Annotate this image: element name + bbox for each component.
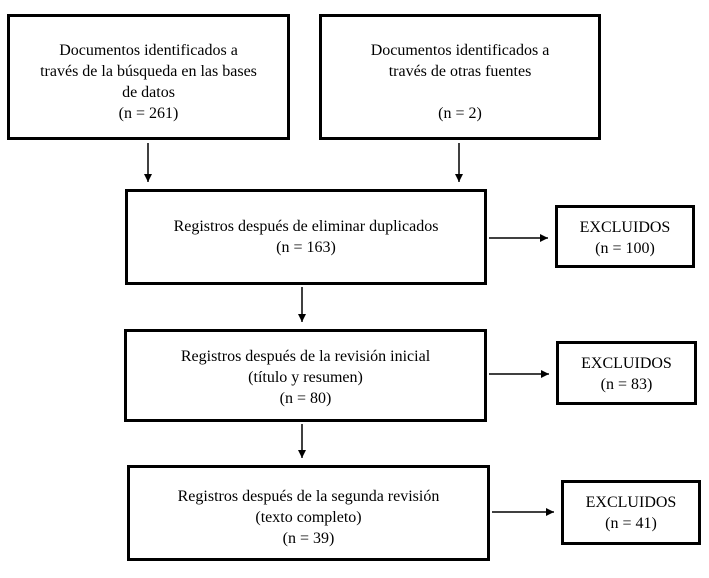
other-sources-box bbox=[319, 14, 601, 140]
box-text-line: través de otras fuentes bbox=[388, 63, 532, 80]
excluded-label: EXCLUIDOS bbox=[581, 355, 672, 372]
box-count: (n = 41) bbox=[605, 515, 657, 532]
after-duplicates-box bbox=[125, 189, 487, 285]
box-count: (n = 100) bbox=[595, 240, 655, 257]
box-text-line: Registros después de la segunda revisión bbox=[177, 488, 440, 505]
second-review-box bbox=[127, 465, 490, 561]
box-text-line: través de la búsqueda en las bases bbox=[40, 63, 257, 80]
box-text-line: Documentos identificados a bbox=[370, 42, 550, 59]
excluded-box-3 bbox=[561, 480, 701, 545]
initial-review-box bbox=[124, 329, 487, 422]
box-text-line: de datos bbox=[122, 84, 175, 101]
database-search-box bbox=[7, 14, 290, 140]
box-count: (n = 261) bbox=[118, 105, 179, 122]
excluded-box-2 bbox=[556, 341, 697, 405]
box-count: (n = 39) bbox=[282, 530, 335, 547]
excluded-label: EXCLUIDOS bbox=[585, 494, 677, 511]
box-text-line: (texto completo) bbox=[255, 509, 362, 526]
excluded-label: EXCLUIDOS bbox=[579, 219, 671, 236]
box-text-line: (título y resumen) bbox=[248, 369, 363, 386]
box-count: (n = 80) bbox=[279, 390, 332, 407]
box-text-line: Registros después de eliminar duplicados bbox=[173, 218, 439, 235]
box-count: (n = 163) bbox=[276, 239, 336, 256]
box-text-line: Documentos identificados a bbox=[59, 42, 238, 59]
box-count: (n = 83) bbox=[600, 376, 653, 393]
box-text-line: Registros después de la revisión inicial bbox=[180, 348, 431, 365]
excluded-box-1 bbox=[555, 205, 695, 268]
box-count: (n = 2) bbox=[438, 105, 482, 122]
